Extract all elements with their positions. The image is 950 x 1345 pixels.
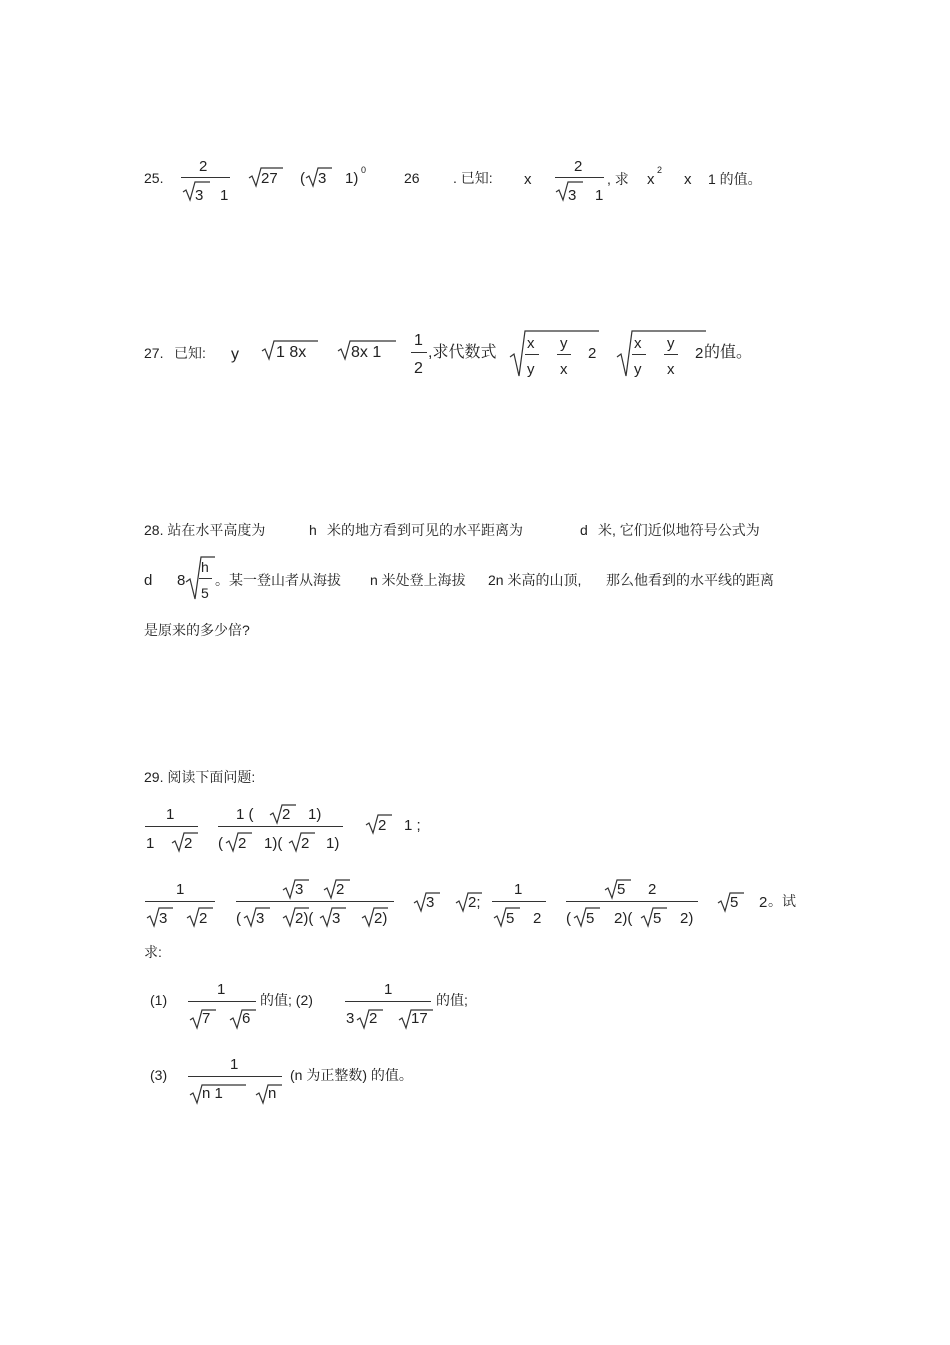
q29-e3b-den-r1: 5	[586, 910, 595, 927]
q29-e2b-den-r1: 3	[256, 910, 265, 927]
q27-r2-x: x	[634, 335, 642, 352]
q29-e3b-den-m: 2)(	[614, 910, 633, 927]
q29-p2-a: 3	[346, 1010, 355, 1027]
q29-p2-r2: 17	[411, 1010, 428, 1027]
q29-p3-tail: (n 为正整数) 的值。	[290, 1067, 413, 1083]
q29-e3-num: 1	[514, 881, 523, 898]
q25-rad1: 27	[261, 170, 278, 187]
q29-e2-den-r2: 2	[199, 910, 208, 927]
fraction-bar	[555, 177, 604, 178]
q29-p3-r1: n 1	[202, 1085, 223, 1102]
q29-e3b-num-b: 2	[648, 881, 657, 898]
q29-e1b-den-r2: 2	[301, 835, 310, 852]
q29-p1-r1: 7	[202, 1010, 211, 1027]
q29-e3-den-b: 2	[533, 910, 542, 927]
q29-e2-den-r1: 3	[159, 910, 168, 927]
fraction-bar	[218, 826, 343, 827]
fraction-bar	[188, 1076, 282, 1077]
fraction-bar	[236, 901, 394, 902]
q27-y: y	[231, 346, 239, 363]
q27-rad1: 1 8x	[276, 344, 307, 361]
q26-x: x	[524, 171, 532, 188]
q29-e2-num: 1	[176, 881, 185, 898]
q28-line1a: 28. 站在水平高度为	[144, 522, 266, 538]
fraction-bar	[492, 901, 546, 902]
q29-p1-r2: 6	[242, 1010, 251, 1027]
radical-sign	[510, 331, 599, 376]
q25-exponent: 0	[361, 165, 367, 175]
q26-request: , 求	[607, 171, 629, 187]
q26-tail: 1 的值。	[708, 171, 762, 187]
q26-frac-den-rad: 3	[568, 187, 577, 204]
q29-e1b-num-a: 1 (	[236, 806, 254, 823]
q29-p3-r2: n	[268, 1085, 277, 1102]
q29-p1-num: 1	[217, 981, 226, 998]
q27-r1-x2: x	[560, 361, 568, 378]
q27-r1-2: 2	[588, 345, 597, 362]
q29-e1b-den-r1: 2	[238, 835, 247, 852]
fraction-bar	[199, 578, 212, 579]
q27-half-den: 2	[414, 360, 423, 377]
q29-e1-res-b: 1 ;	[404, 817, 421, 834]
fraction-bar	[566, 901, 698, 902]
q28-line2c: 那么他看到的水平线的距离	[606, 572, 774, 588]
q27-number: 27.	[144, 345, 164, 361]
q29-p2-tail: 的值;	[436, 992, 468, 1008]
q29-e1b-den-a: (	[218, 835, 223, 852]
q29-e3-res-r: 5	[730, 894, 739, 911]
q29-e3b-den-a: (	[566, 910, 571, 927]
q27-intro: 已知:	[174, 345, 206, 361]
q29-p1-tail: 的值; (2)	[260, 992, 313, 1008]
q29-e1b-den-m: 1)(	[264, 835, 283, 852]
q28-d2: d	[144, 572, 153, 589]
q28-line2b: 2n 米高的山顶,	[488, 572, 582, 588]
fraction-bar	[181, 177, 230, 178]
q25-number: 25.	[144, 170, 164, 186]
q26-frac-den-b: 1	[595, 187, 604, 204]
q29-p2-r1: 2	[369, 1010, 378, 1027]
fraction-bar	[145, 901, 215, 902]
q29-try: 。试	[768, 893, 796, 909]
q28-line3: 是原来的多少倍?	[144, 622, 250, 638]
q27-tail: 的值。	[704, 344, 753, 361]
q29-e3b-den-r2: 5	[653, 910, 662, 927]
q29-e1b-den-b: 1)	[326, 835, 340, 852]
radical-sign	[617, 331, 706, 376]
fraction-bar	[188, 1001, 256, 1002]
q28-d: d	[580, 522, 588, 538]
q28-line2a: 。某一登山者从海拔	[215, 572, 341, 588]
q26-intro: . 已知:	[453, 170, 493, 186]
q29-e2b-num-r2: 2	[336, 881, 345, 898]
fraction-bar	[632, 354, 646, 355]
q27-r1-y: y	[527, 361, 535, 378]
q27-rad2: 8x 1	[351, 344, 382, 361]
q29-p2-num: 1	[384, 981, 393, 998]
fraction-bar	[411, 352, 427, 353]
q27-r2-x2: x	[667, 361, 675, 378]
q28-line1c: 米, 它们近似地符号公式为	[598, 522, 760, 538]
q29-e2b-den-r2: 2)(	[295, 910, 314, 927]
q29-e2-res-r1: 3	[426, 894, 435, 911]
q25-rad2-after: 1)	[345, 170, 359, 187]
q29-p1-label: (1)	[150, 992, 168, 1008]
q29-e1b-num-b: 1)	[308, 806, 322, 823]
q29-title: 29. 阅读下面问题:	[144, 769, 256, 785]
q29-e2b-den-a: (	[236, 910, 241, 927]
q28-n: n 米处登上海拔	[370, 572, 466, 588]
q29-p3-num: 1	[230, 1056, 239, 1073]
q27-half-num: 1	[414, 332, 423, 349]
q27-request: ,求代数式	[428, 344, 497, 361]
q28-eight: 8	[177, 572, 186, 589]
q27-r2-y2: y	[667, 335, 675, 352]
q29-e1-den-a: 1	[146, 835, 155, 852]
fraction-bar	[664, 354, 678, 355]
fraction-bar	[345, 1001, 431, 1002]
q27-r2-y: y	[634, 361, 642, 378]
q26-x3: x	[684, 171, 692, 188]
q29-p3-label: (3)	[150, 1067, 168, 1083]
q25-frac-den-rad: 3	[195, 187, 204, 204]
q28-frac-5: 5	[201, 585, 209, 601]
q25-frac-num: 2	[199, 158, 208, 175]
q29-e3-den-r: 5	[506, 910, 515, 927]
fraction-bar	[525, 354, 539, 355]
q28-frac-h: h	[201, 559, 209, 575]
q29-e3-res-b: 2	[759, 894, 768, 911]
q25-paren: (	[300, 170, 305, 187]
q26-frac-num: 2	[574, 158, 583, 175]
q25-frac-den-b: 1	[220, 187, 229, 204]
q26-number: 26	[404, 170, 420, 186]
q29-e2b-den-r4: 2)	[374, 910, 388, 927]
fraction-bar	[557, 354, 571, 355]
q29-e1-num: 1	[166, 806, 175, 823]
q28-line1b: 米的地方看到可见的水平距离为	[327, 522, 523, 538]
q29-e1b-num-r: 2	[282, 806, 291, 823]
q29-e3b-num-r: 5	[617, 881, 626, 898]
q29-e2b-den-r3: 3	[332, 910, 341, 927]
q29-e1-den-b: 2	[184, 835, 193, 852]
q26-exponent: 2	[657, 165, 663, 175]
q25-rad2: 3	[318, 170, 327, 187]
q27-r2-2: 2	[695, 345, 704, 362]
fraction-bar	[145, 826, 198, 827]
q26-x2: x	[647, 171, 655, 188]
q27-r1-y2: y	[560, 335, 568, 352]
q29-e2-res-r2: 2;	[468, 894, 481, 911]
q27-r1-x: x	[527, 335, 535, 352]
q29-qiu: 求:	[144, 944, 162, 960]
q28-h: h	[309, 522, 317, 538]
q29-e3b-den-b: 2)	[680, 910, 694, 927]
q29-e1-res-r: 2	[378, 817, 387, 834]
q29-e2b-num-r1: 3	[295, 881, 304, 898]
